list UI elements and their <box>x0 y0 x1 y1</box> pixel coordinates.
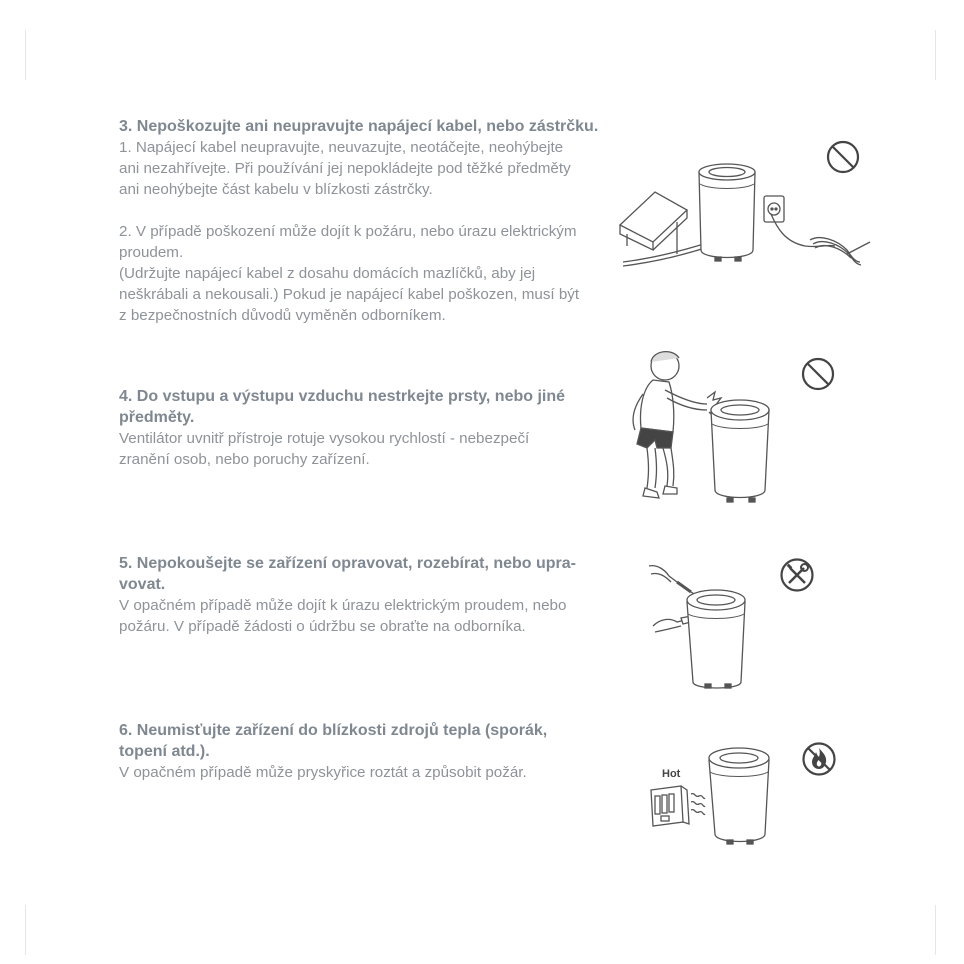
section-paragraph: 2. V případě poškození může dojít k požáru, nebo úrazu elektrickým proudem. (Udržujte napájecí kabel z dosahu domácích mazlíčků, aby jej neškrábali a nekousali.) Pokud je napájecí kabel poškozen, musí být z bezpečnostních důvodů vyměněn odborníkem. <box>119 223 580 324</box>
section-paragraph: 1. Napájecí kabel neupravujte, neuvazujte, neotáčejte, neohýbejte ani nezahřívejte. Při používání jej nepokládejte pod těžké předměty ani neohýbejte část kabelu v blízkosti zástrčky. <box>119 139 571 198</box>
crop-mark <box>25 905 26 955</box>
heater-hot-label: Hot <box>662 768 681 780</box>
section-paragraph: V opačném případě může pryskyřice roztát a způsobit požár. <box>119 764 527 781</box>
section-paragraph: Ventilátor uvnitř přístroje rotuje vysokou rychlostí - nebezpečí zranění osob, nebo poruchy zařízení. <box>119 430 530 468</box>
heater-illustration <box>645 742 780 847</box>
crop-mark <box>935 905 936 955</box>
section-heading: 6. Neumisťujte zařízení do blízkosti zdrojů tepla (sporák, topení atd.). <box>119 722 548 760</box>
child-illustration <box>625 348 775 506</box>
section-repair <box>119 553 614 637</box>
fire-icon <box>801 741 837 782</box>
prohibited-icon <box>801 357 835 396</box>
repair-illustration <box>647 560 757 690</box>
crop-mark <box>25 30 26 80</box>
crop-mark <box>935 30 936 80</box>
section-power-cord <box>119 116 614 326</box>
cord-illustration <box>615 150 875 275</box>
section-air-inlet <box>119 386 614 470</box>
section-heat-source <box>119 720 614 783</box>
section-heading: 3. Nepoškozujte ani neupravujte napájecí kabel, nebo zástrčku. <box>119 118 599 135</box>
no-repair-icon <box>779 557 815 598</box>
section-heading: 5. Nepokoušejte se zařízení opravovat, rozebírat, nebo upra- vovat. <box>119 555 577 593</box>
section-heading: 4. Do vstupu a výstupu vzduchu nestrkejte prsty, nebo jiné předměty. <box>119 388 566 426</box>
section-paragraph: V opačném případě může dojít k úrazu elektrickým proudem, nebo požáru. V případě žádosti o údržbu se obraťte na odborníka. <box>119 597 567 635</box>
